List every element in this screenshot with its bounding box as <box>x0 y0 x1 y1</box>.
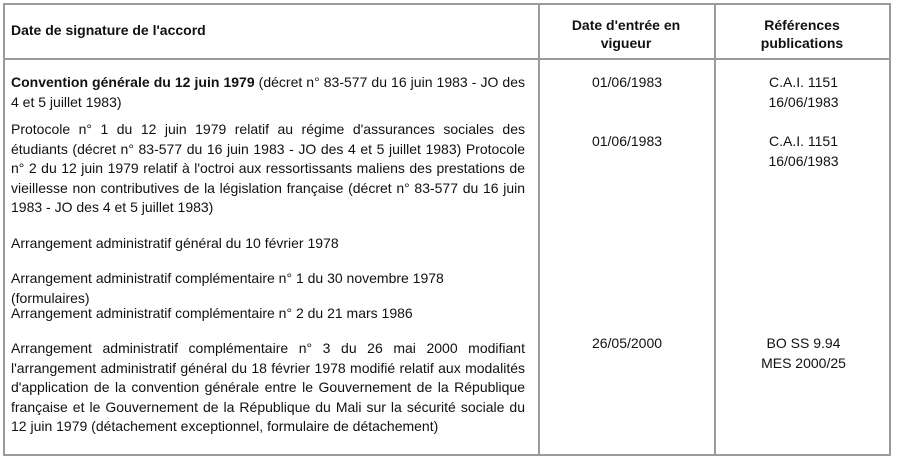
table-row: Arrangement administratif complémentaire n° 3 du 26 mai 2000 modifiant l'arrangement administratif général du 18 février 1978 modifié relatif aux modalités d'application de la convention générale entre le Gouvernement de la République française et le Gouvernement de la République du Mali sur la sécurité sociale du 12 juin 1979 (détachement exceptionnel, formulaire de détachement) <box>11 340 525 434</box>
row-text: (décret n° 83-577 du 16 juin 1983 - JO des 4 et 5 juillet 1983) <box>11 74 526 110</box>
reference-line: C.A.I. 1151 <box>768 74 838 90</box>
row-references <box>716 73 891 112</box>
row-title: Convention générale du 12 juin 1979 <box>11 74 255 90</box>
column-divider-1 <box>538 3 540 456</box>
table-row: Arrangement administratif général du 10 février 1978 <box>11 235 339 251</box>
header-signature-date: Date de signature de l'accord <box>11 22 206 38</box>
header-entry-date: Date d'entrée en vigueur <box>571 17 681 51</box>
reference-line: MES 2000/25 <box>761 354 846 371</box>
header-divider <box>3 58 891 60</box>
reference-line: BO SS 9.94 <box>766 335 841 351</box>
row-entry-date: 01/06/1983 <box>591 74 663 90</box>
reference-line: 16/06/1983 <box>768 93 839 110</box>
table-row: Arrangement administratif complémentaire n° 1 du 30 novembre 1978 (formulaires) <box>11 270 444 306</box>
reference-line: C.A.I. 1151 <box>768 133 838 149</box>
row-entry-date: 26/05/2000 <box>591 335 663 351</box>
row-references <box>716 334 891 373</box>
table-row: Arrangement administratif complémentaire n° 2 du 21 mars 1986 <box>11 305 413 321</box>
table-row: Protocole n° 1 du 12 juin 1979 relatif au régime d'assurances sociales des étudiants (décret n° 83-577 du 16 juin 1983 - JO des 4 et 5 juillet 1983) Protocole n° 2 du 12 juin 1979 relatif à l'octroi aux ressortissants maliens des prestations de vieillesse non contributives de la législation française (décret n° 83-577 du 16 juin 1983 - JO des 4 et 5 juillet 1983) <box>11 121 525 215</box>
row-entry-date: 01/06/1983 <box>591 133 663 149</box>
row-references <box>716 132 891 171</box>
reference-line: 16/06/1983 <box>768 152 839 169</box>
table-row <box>11 73 525 112</box>
column-divider-2 <box>714 3 716 456</box>
header-publication-references: Références publications <box>760 17 844 51</box>
